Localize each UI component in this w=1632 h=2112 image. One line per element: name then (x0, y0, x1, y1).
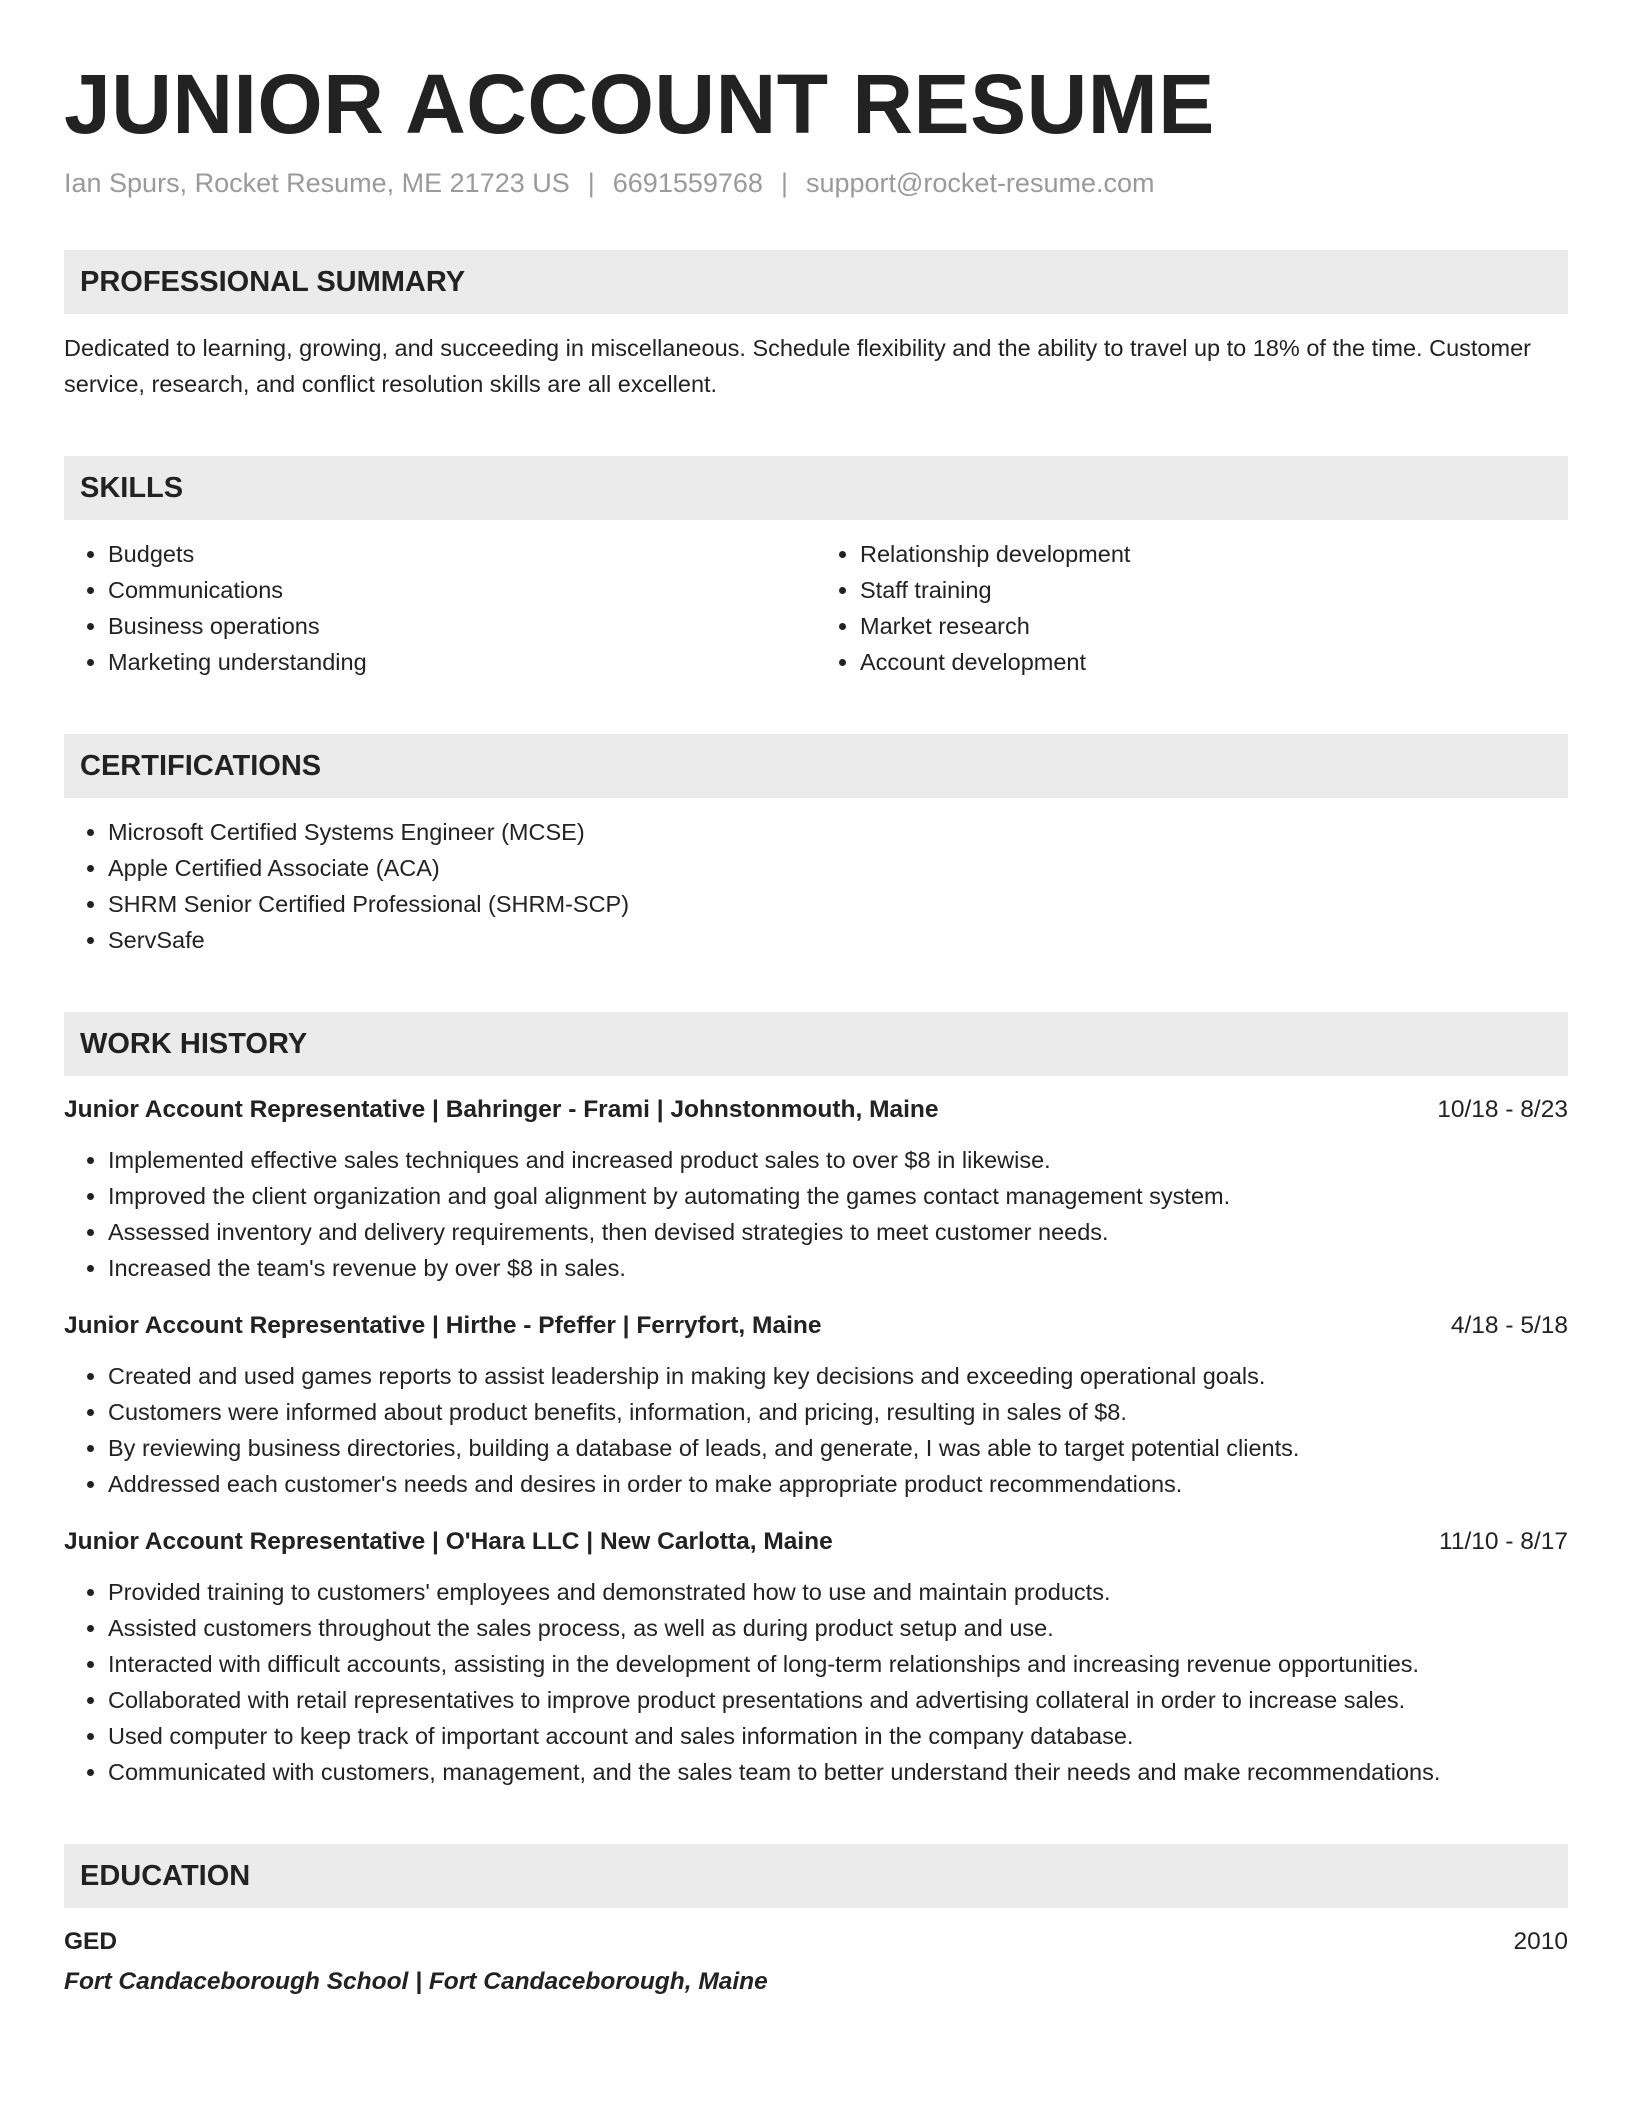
skills-list-right (816, 536, 1568, 680)
certifications-list (64, 814, 1568, 958)
contact-phone: 6691559768 (612, 168, 763, 198)
list-item: • Microsoft Certified Systems Engineer (MCSE) (108, 814, 1568, 850)
job-title: Junior Account Representative | Bahringer - Frami | Johnstonmouth, Maine (64, 1096, 939, 1123)
list-item: • Communications (108, 572, 816, 608)
list-item: • By reviewing business directories, building a database of leads, and generate, I was able to target potential clients. (108, 1430, 1568, 1466)
job-date: 4/18 - 5/18 (1450, 1312, 1568, 1339)
list-item: • Implemented effective sales techniques and increased product sales to over $8 in likewise. (108, 1142, 1568, 1178)
job-bullets (64, 1574, 1568, 1790)
list-item: • SHRM Senior Certified Professional (SHRM-SCP) (108, 886, 1568, 922)
list-item: • Staff training (860, 572, 1568, 608)
list-item: • Relationship development (860, 536, 1568, 572)
list-item: • Business operations (108, 608, 816, 644)
contact-line (64, 166, 1568, 200)
job-entry (64, 1092, 1568, 1286)
list-item: • Provided training to customers' employees and demonstrated how to use and maintain products. (108, 1574, 1568, 1610)
job-title: Junior Account Representative | Hirthe - Pfeffer | Ferryfort, Maine (64, 1312, 822, 1339)
job-entry (64, 1524, 1568, 1790)
list-item: • ServSafe (108, 922, 1568, 958)
education-school: Fort Candaceborough School | Fort Candaceborough, Maine (64, 1968, 768, 1995)
list-item: • Apple Certified Associate (ACA) (108, 850, 1568, 886)
job-bullets (64, 1358, 1568, 1502)
list-item: • Market research (860, 608, 1568, 644)
job-date: 10/18 - 8/23 (1437, 1096, 1568, 1123)
list-item: • Assisted customers throughout the sales process, as well as during product setup and use. (108, 1610, 1568, 1646)
list-item: • Used computer to keep track of important account and sales information in the company database. (108, 1718, 1568, 1754)
list-item: • Addressed each customer's needs and desires in order to make appropriate product recommendations. (108, 1466, 1568, 1502)
contact-address: Ian Spurs, Rocket Resume, ME 21723 US (64, 168, 570, 198)
list-item: • Budgets (108, 536, 816, 572)
section-header-certifications: CERTIFICATIONS (64, 734, 1568, 798)
list-item: • Communicated with customers, management, and the sales team to better understand their needs and make recommendations. (108, 1754, 1568, 1790)
list-item: • Collaborated with retail representatives to improve product presentations and advertising collateral in order to increase sales. (108, 1682, 1568, 1718)
job-entry (64, 1308, 1568, 1502)
skills-grid (64, 536, 1568, 680)
list-item: • Interacted with difficult accounts, assisting in the development of long-term relationships and increasing revenue opportunities. (108, 1646, 1568, 1682)
education-header (64, 1924, 1568, 1960)
job-date: 11/10 - 8/17 (1439, 1528, 1568, 1555)
contact-separator: | (780, 168, 788, 198)
list-item: • Account development (860, 644, 1568, 680)
section-header-summary: PROFESSIONAL SUMMARY (64, 250, 1568, 314)
summary-text: Dedicated to learning, growing, and succeeding in miscellaneous. Schedule flexibility and the ability to travel up to 18% of the time. Customer service, research, and conflict resolution skills are all excellent. (64, 335, 1531, 397)
job-header (64, 1524, 1568, 1560)
contact-email: support@rocket-resume.com (805, 168, 1155, 198)
job-bullets (64, 1142, 1568, 1286)
list-item: • Increased the team's revenue by over $8 in sales. (108, 1250, 1568, 1286)
job-header (64, 1092, 1568, 1128)
list-item: • Assessed inventory and delivery requirements, then devised strategies to meet customer needs. (108, 1214, 1568, 1250)
skills-list-left (64, 536, 816, 680)
section-header-skills: SKILLS (64, 456, 1568, 520)
list-item: • Marketing understanding (108, 644, 816, 680)
education-degree: GED (64, 1928, 118, 1955)
list-item: • Created and used games reports to assist leadership in making key decisions and exceeding operational goals. (108, 1358, 1568, 1394)
resume-title: JUNIOR ACCOUNT RESUME (64, 57, 1215, 151)
education-year: 2010 (1513, 1928, 1568, 1955)
section-header-work-history: WORK HISTORY (64, 1012, 1568, 1076)
contact-separator: | (587, 168, 595, 198)
job-title: Junior Account Representative | O'Hara LLC | New Carlotta, Maine (64, 1528, 833, 1555)
list-item: • Customers were informed about product benefits, information, and pricing, resulting in sales of $8. (108, 1394, 1568, 1430)
job-header (64, 1308, 1568, 1344)
list-item: • Improved the client organization and goal alignment by automating the games contact management system. (108, 1178, 1568, 1214)
section-header-education: EDUCATION (64, 1844, 1568, 1908)
